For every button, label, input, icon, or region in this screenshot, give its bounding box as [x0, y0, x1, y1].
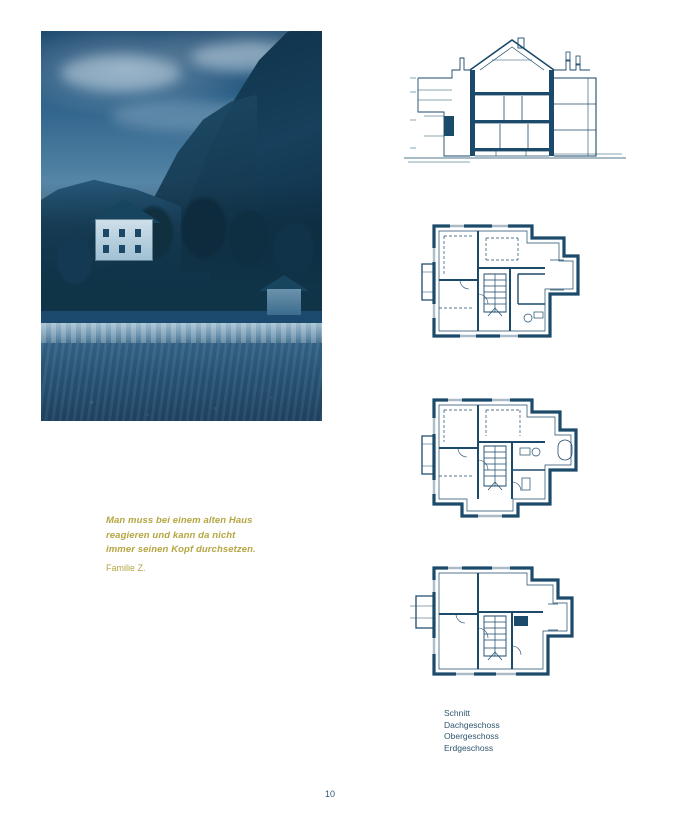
- quote-line-2: reagieren und kann da nicht: [106, 529, 236, 541]
- section-drawing: [400, 30, 630, 180]
- caption-line-ground: Erdgeschoss: [444, 742, 494, 753]
- photo-grain: [41, 343, 322, 421]
- photo-villa-window: [119, 245, 125, 253]
- photo-villa-body: [95, 219, 153, 261]
- page-number: 10: [324, 789, 335, 799]
- photo-villa-window: [119, 229, 125, 237]
- photo-foreground-field: [41, 343, 322, 421]
- quote-text: [106, 514, 306, 558]
- photo-villa-window: [103, 245, 109, 253]
- pull-quote: [106, 514, 306, 575]
- caption-line-section: Schnitt: [444, 708, 470, 718]
- quote-line-1: Man muss bei einem alten Haus: [106, 515, 253, 526]
- attic-floor-plan: [400, 208, 630, 358]
- drawing-caption: [444, 708, 624, 754]
- caption-line-upper: Obergeschoss: [444, 731, 499, 741]
- quote-line-3: immer seinen Kopf durchsetzen.: [106, 544, 256, 555]
- ground-floor-plan: [400, 562, 630, 692]
- photo-shore-wall: [41, 323, 322, 345]
- photo-villa: [89, 199, 161, 261]
- photo-cloud: [61, 55, 181, 91]
- photo-pavilion: [259, 275, 309, 315]
- house-on-hillside-photo: [41, 31, 322, 421]
- photo-content: [41, 31, 322, 421]
- drawing-column: [400, 30, 630, 692]
- photo-pavilion-body: [267, 289, 301, 315]
- caption-line-attic: Dachgeschoss: [444, 719, 500, 730]
- upper-floor-plan: [400, 386, 630, 536]
- photo-villa-window: [135, 245, 141, 253]
- quote-attribution: Familie Z.: [106, 562, 146, 573]
- photo-villa-window: [135, 229, 141, 237]
- photo-villa-window: [103, 229, 109, 237]
